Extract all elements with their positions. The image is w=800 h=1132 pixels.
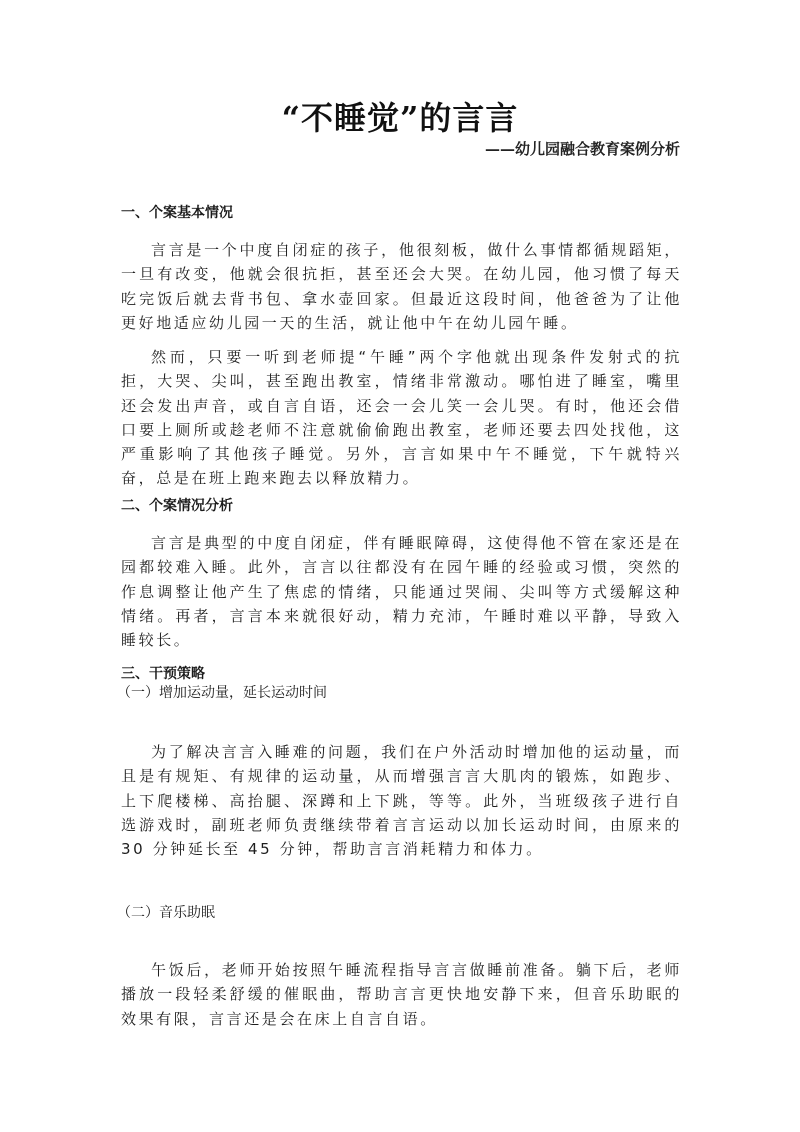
- paragraph: 言言是一个中度自闭症的孩子，他很刻板，做什么事情都循规蹈矩，一旦有改变，他就会很抗拒，甚至还会大哭。在幼儿园，他习惯了每天吃完饭后就去背书包、拿水壶回家。但最近这段时间，他爸爸为了让他更好地适应幼儿园一天的生活，就让他中午在幼儿园午睡。: [121, 241, 682, 332]
- document-subtitle: ——幼儿园融合教育案例分析: [484, 140, 680, 158]
- subsection-heading-exercise: （一）增加运动量，延长运动时间: [117, 685, 327, 701]
- document-title: “不睡觉”的言言: [281, 99, 519, 137]
- subsection-heading-music: （二）音乐助眠: [117, 905, 215, 921]
- section-heading-analysis: 二、个案情况分析: [121, 498, 233, 514]
- paragraph: 为了解决言言入睡难的问题，我们在户外活动时增加他的运动量，而且是有规矩、有规律的运动量，从而增强言言大肌肉的锻炼，如跑步、上下爬楼梯、高抬腿、深蹲和上下跳，等等。此外，当班级孩子进行自选游戏时，副班老师负责继续带着言言运动以加长运动时间，由原来的 30 分钟延长至 45 分钟，帮助言言消耗精力和体力。: [121, 743, 682, 859]
- paragraph: 然而，只要一听到老师提“午睡”两个字他就出现条件发射式的抗拒，大哭、尖叫，甚至跑出教室，情绪非常激动。哪怕进了睡室，嘴里还会发出声音，或自言自语，还会一会儿笑一会儿哭。有时，他还会借口要上厕所或趁老师不注意就偷偷跑出教室，老师还要去四处找他，这严重影响了其他孩子睡觉。另外，言言如果中午不睡觉，下午就特兴奋，总是在班上跑来跑去以释放精力。: [121, 348, 682, 488]
- paragraph: 言言是典型的中度自闭症，伴有睡眠障碍，这使得他不管在家还是在园都较难入睡。此外，言言以往都没有在园午睡的经验或习惯，突然的作息调整让他产生了焦虑的情绪，只能通过哭闹、尖叫等方式缓解这种情绪。再者，言言本来就很好动，精力充沛，午睡时难以平静，导致入睡较长。: [121, 534, 682, 650]
- paragraph: 午饭后，老师开始按照午睡流程指导言言做睡前准备。躺下后，老师播放一段轻柔舒缓的催眠曲，帮助言言更快地安静下来，但音乐助眠的效果有限，言言还是会在床上自言自语。: [121, 961, 682, 1028]
- section-heading-basic-info: 一、个案基本情况: [121, 205, 233, 221]
- section-heading-intervention: 三、干预策略: [121, 666, 205, 682]
